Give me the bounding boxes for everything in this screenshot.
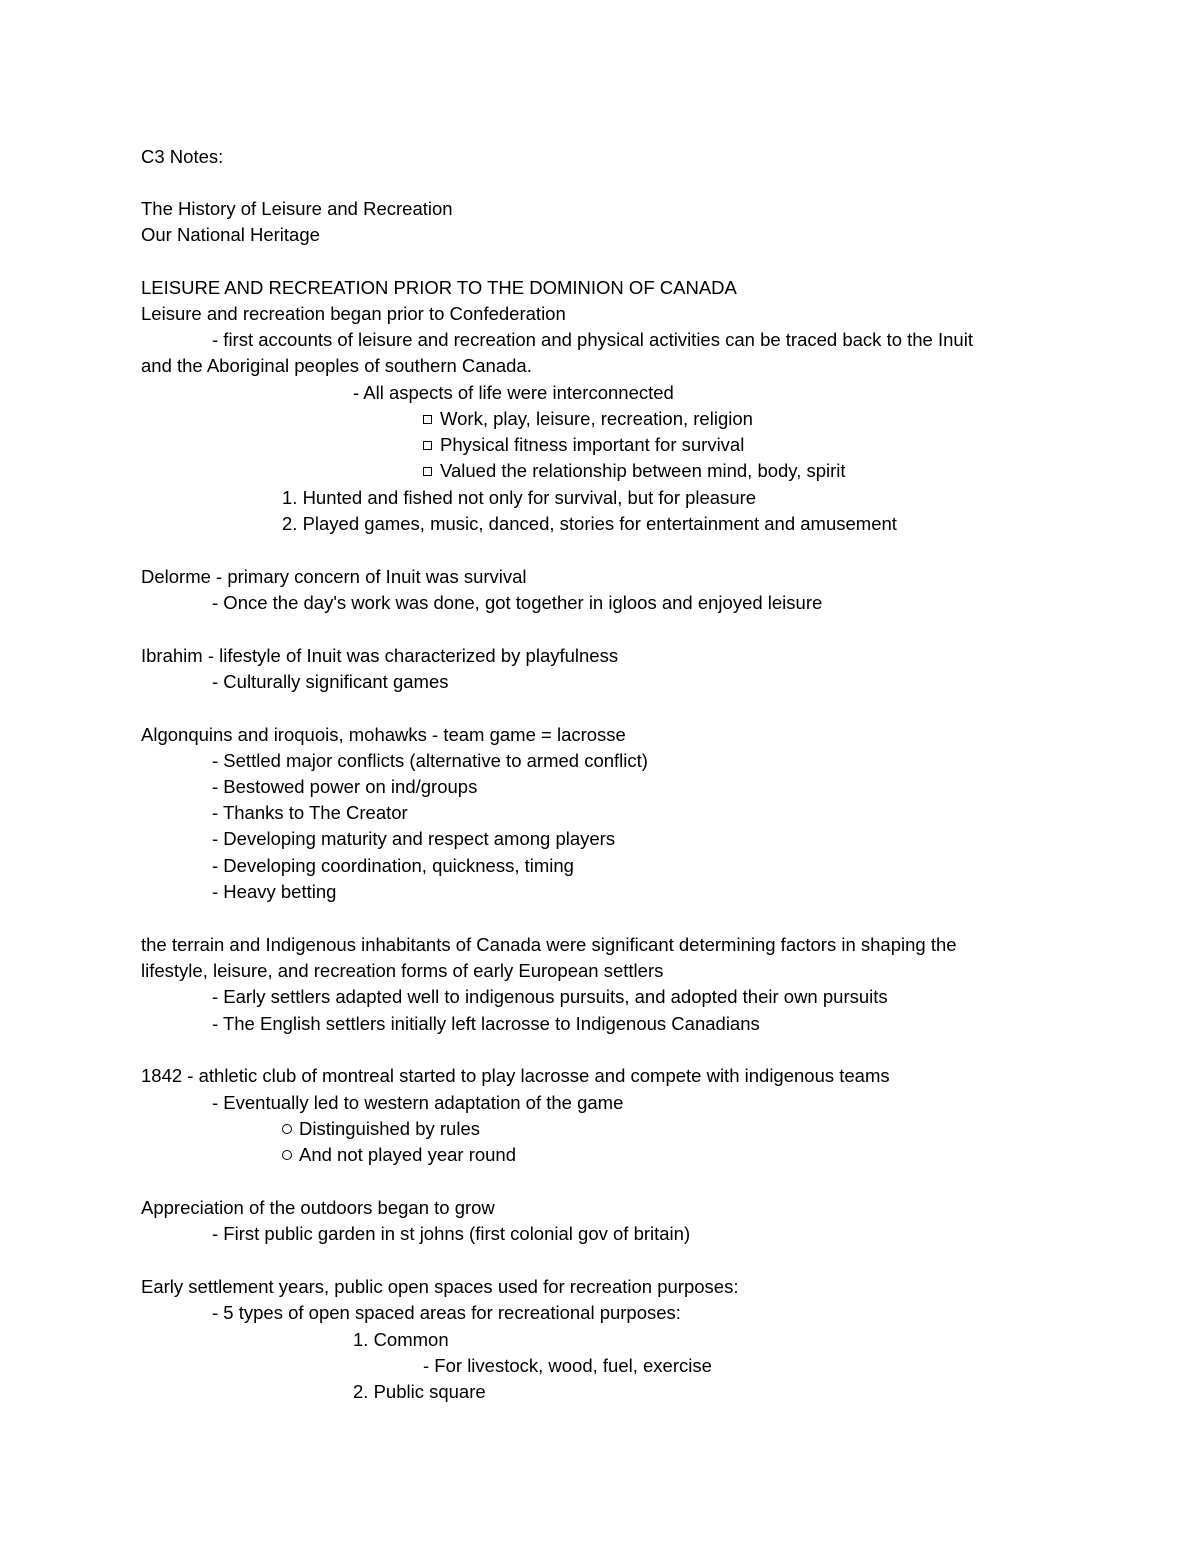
- text-line: - Heavy betting: [212, 881, 337, 902]
- text-line: the terrain and Indigenous inhabitants of Canada were significant determining factors in shaping the: [141, 934, 957, 955]
- text-line: - Culturally significant games: [212, 671, 449, 692]
- bullet-item-text: Valued the relationship between mind, body, spirit: [440, 460, 846, 481]
- document-title: The History of Leisure and Recreation: [141, 198, 453, 219]
- section-heading: LEISURE AND RECREATION PRIOR TO THE DOMINION OF CANADA: [141, 277, 737, 298]
- numbered-item: 2. Public square: [353, 1381, 486, 1402]
- square-bullet-icon: [423, 415, 432, 424]
- bullet-item-text: And not played year round: [299, 1144, 517, 1165]
- numbered-item: 1. Hunted and fished not only for survival, but for pleasure: [282, 487, 757, 508]
- text-line: - Bestowed power on ind/groups: [212, 776, 478, 797]
- text-line: 1842 - athletic club of montreal started to play lacrosse and compete with indigenous teams: [141, 1065, 890, 1086]
- text-line: - Early settlers adapted well to indigenous pursuits, and adopted their own pursuits: [212, 986, 888, 1007]
- numbered-item: 1. Common: [353, 1329, 449, 1350]
- text-line: - Eventually led to western adaptation of the game: [212, 1092, 624, 1113]
- text-line: - Thanks to The Creator: [212, 802, 408, 823]
- bullet-item-text: Distinguished by rules: [299, 1118, 480, 1139]
- text-line: Delorme - primary concern of Inuit was survival: [141, 566, 527, 587]
- notes-heading: C3 Notes:: [141, 146, 224, 167]
- text-line: - Settled major conflicts (alternative to armed conflict): [212, 750, 648, 771]
- bullet-item: [423, 432, 744, 458]
- text-line: lifestyle, leisure, and recreation forms of early European settlers: [141, 960, 664, 981]
- square-bullet-icon: [423, 467, 432, 476]
- text-line: - Developing coordination, quickness, timing: [212, 855, 574, 876]
- text-line: - The English settlers initially left lacrosse to Indigenous Canadians: [212, 1013, 760, 1034]
- text-line: - For livestock, wood, fuel, exercise: [423, 1355, 712, 1376]
- bullet-item-text: Work, play, leisure, recreation, religion: [440, 408, 753, 429]
- text-line: - All aspects of life were interconnected: [353, 382, 674, 403]
- bullet-item: [423, 406, 753, 432]
- text-line: - Developing maturity and respect among players: [212, 828, 616, 849]
- text-line: Leisure and recreation began prior to Confederation: [141, 303, 566, 324]
- bullet-item: [282, 1142, 516, 1168]
- text-line: - first accounts of leisure and recreation and physical activities can be traced back to the Inuit: [212, 329, 973, 350]
- bullet-item-text: Physical fitness important for survival: [440, 434, 745, 455]
- text-line: Algonquins and iroquois, mohawks - team game = lacrosse: [141, 724, 626, 745]
- numbered-item: 2. Played games, music, danced, stories for entertainment and amusement: [282, 513, 897, 534]
- document-subtitle: Our National Heritage: [141, 224, 320, 245]
- text-line: Appreciation of the outdoors began to grow: [141, 1197, 495, 1218]
- bullet-item: [282, 1116, 480, 1142]
- square-bullet-icon: [423, 441, 432, 450]
- text-line: - Once the day's work was done, got together in igloos and enjoyed leisure: [212, 592, 823, 613]
- text-line: Ibrahim - lifestyle of Inuit was characterized by playfulness: [141, 645, 619, 666]
- circle-bullet-icon: [282, 1124, 292, 1134]
- text-line: Early settlement years, public open spaces used for recreation purposes:: [141, 1276, 739, 1297]
- text-line: - 5 types of open spaced areas for recreational purposes:: [212, 1302, 681, 1323]
- circle-bullet-icon: [282, 1150, 292, 1160]
- bullet-item: [423, 458, 846, 484]
- text-line: and the Aboriginal peoples of southern Canada.: [141, 355, 532, 376]
- text-line: - First public garden in st johns (first colonial gov of britain): [212, 1223, 691, 1244]
